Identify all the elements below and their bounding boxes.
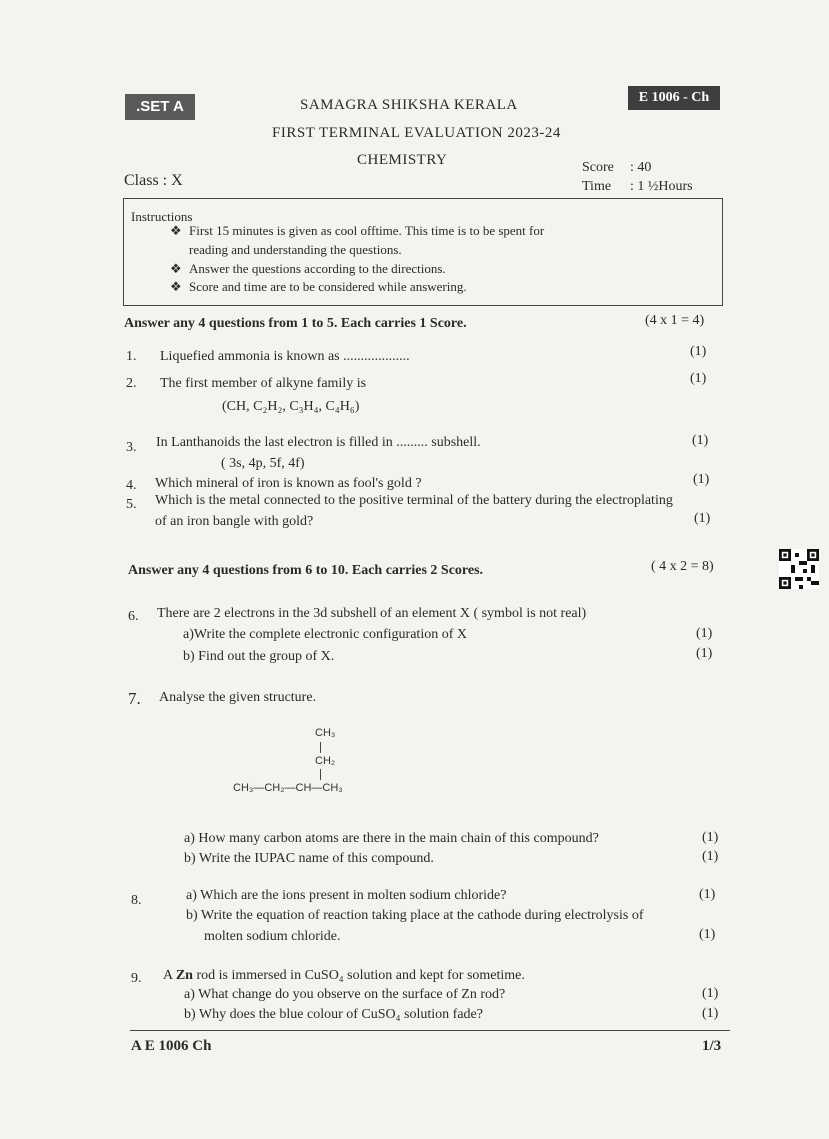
bullet-icon: ❖ [170, 279, 182, 294]
question-mark: (1) [699, 887, 716, 902]
question-part: b) Why does the blue colour of CuSO₄ solution fade? [184, 1007, 483, 1022]
question-number: 7. [128, 689, 141, 708]
question-number: 6. [128, 609, 139, 624]
instruction-item: Score and time are to be considered while answering. [189, 279, 467, 294]
question-options: (CH, C₂H₂, C₃H₄, C₄H₆) [222, 399, 360, 414]
question-number: 3. [126, 440, 137, 455]
score-label: Score [582, 160, 614, 175]
question-part: molten sodium chloride. [204, 929, 341, 944]
question-mark: (1) [696, 646, 713, 661]
question-mark: (1) [693, 472, 710, 487]
question-mark: (1) [694, 511, 711, 526]
instruction-item: First 15 minutes is given as cool offtime. This time is to be spent for [189, 223, 545, 238]
bullet-icon: ❖ [170, 261, 182, 276]
section2-heading: Answer any 4 questions from 6 to 10. Each carries 2 Scores. [128, 563, 484, 578]
class-label: Class : X [124, 172, 183, 189]
page-number: 1/3 [702, 1038, 722, 1054]
question-text: of an iron bangle with gold? [155, 514, 314, 529]
question-text: Which is the metal connected to the positive terminal of the battery during the electroplating [155, 493, 673, 508]
subject-title: CHEMISTRY [357, 152, 448, 168]
question-number: 8. [131, 893, 142, 908]
section1-marks: (4 x 1 = 4) [645, 313, 705, 328]
question-number: 5. [126, 497, 137, 512]
question-mark: (1) [702, 986, 719, 1001]
question-mark: (1) [702, 1006, 719, 1021]
bullet-icon: ❖ [170, 223, 182, 238]
section2-marks: ( 4 x 2 = 8) [651, 559, 714, 574]
question-part: a) Which are the ions present in molten sodium chloride? [186, 888, 507, 903]
question-mark: (1) [690, 344, 707, 359]
question-mark: (1) [702, 849, 719, 864]
paper-code-badge: E 1006 - Ch [628, 86, 720, 110]
bond-line [320, 742, 321, 753]
question-text: Which mineral of iron is known as fool's gold ? [155, 476, 422, 491]
qr-code-icon [779, 549, 819, 589]
structure-ch3-top: CH₃ [315, 727, 336, 739]
set-badge: .SET A [125, 94, 195, 120]
question-text: There are 2 electrons in the 3d subshell of an element X ( symbol is not real) [157, 606, 587, 621]
question-mark: (1) [702, 830, 719, 845]
question-part: a)Write the complete electronic configuration of X [183, 627, 467, 642]
instruction-item: reading and understanding the questions. [189, 242, 402, 257]
question-part: b) Write the IUPAC name of this compound. [184, 851, 434, 866]
question-part: b) Find out the group of X. [183, 649, 335, 664]
instructions-title: Instructions [131, 209, 193, 224]
question-text: Liquefied ammonia is known as ................... [160, 349, 410, 364]
question-number: 9. [131, 971, 142, 986]
question-mark: (1) [696, 626, 713, 641]
bond-line [320, 769, 321, 780]
question-mark: (1) [690, 371, 707, 386]
question-part: a) What change do you observe on the surface of Zn rod? [184, 987, 506, 1002]
section1-heading: Answer any 4 questions from 1 to 5. Each carries 1 Score. [124, 316, 467, 331]
footer-code: A E 1006 Ch [131, 1038, 212, 1054]
structure-main-chain: CH₃—CH₂—CH—CH₃ [233, 782, 343, 794]
question-options: ( 3s, 4p, 5f, 4f) [221, 456, 305, 471]
question-text: A Zn rod is immersed in CuSO₄ solution and kept for sometime. [163, 968, 525, 983]
question-text: In Lanthanoids the last electron is filled in ......... subshell. [156, 435, 481, 450]
footer-divider [130, 1030, 730, 1031]
structure-ch2: CH₂ [315, 755, 336, 767]
instruction-item: Answer the questions according to the directions. [189, 261, 446, 276]
question-mark: (1) [692, 433, 709, 448]
time-value: : 1 ½Hours [630, 179, 693, 194]
exam-title: FIRST TERMINAL EVALUATION 2023-24 [272, 125, 561, 141]
question-text: Analyse the given structure. [159, 690, 317, 705]
question-number: 1. [126, 349, 137, 364]
question-text: The first member of alkyne family is [160, 376, 367, 391]
question-part: a) How many carbon atoms are there in the main chain of this compound? [184, 831, 599, 846]
org-title: SAMAGRA SHIKSHA KERALA [300, 97, 518, 113]
time-label: Time [582, 179, 612, 194]
question-number: 4. [126, 478, 137, 493]
question-mark: (1) [699, 927, 716, 942]
question-number: 2. [126, 376, 137, 391]
score-value: : 40 [630, 160, 652, 175]
question-part: b) Write the equation of reaction taking place at the cathode during electrolysis of [186, 908, 644, 923]
